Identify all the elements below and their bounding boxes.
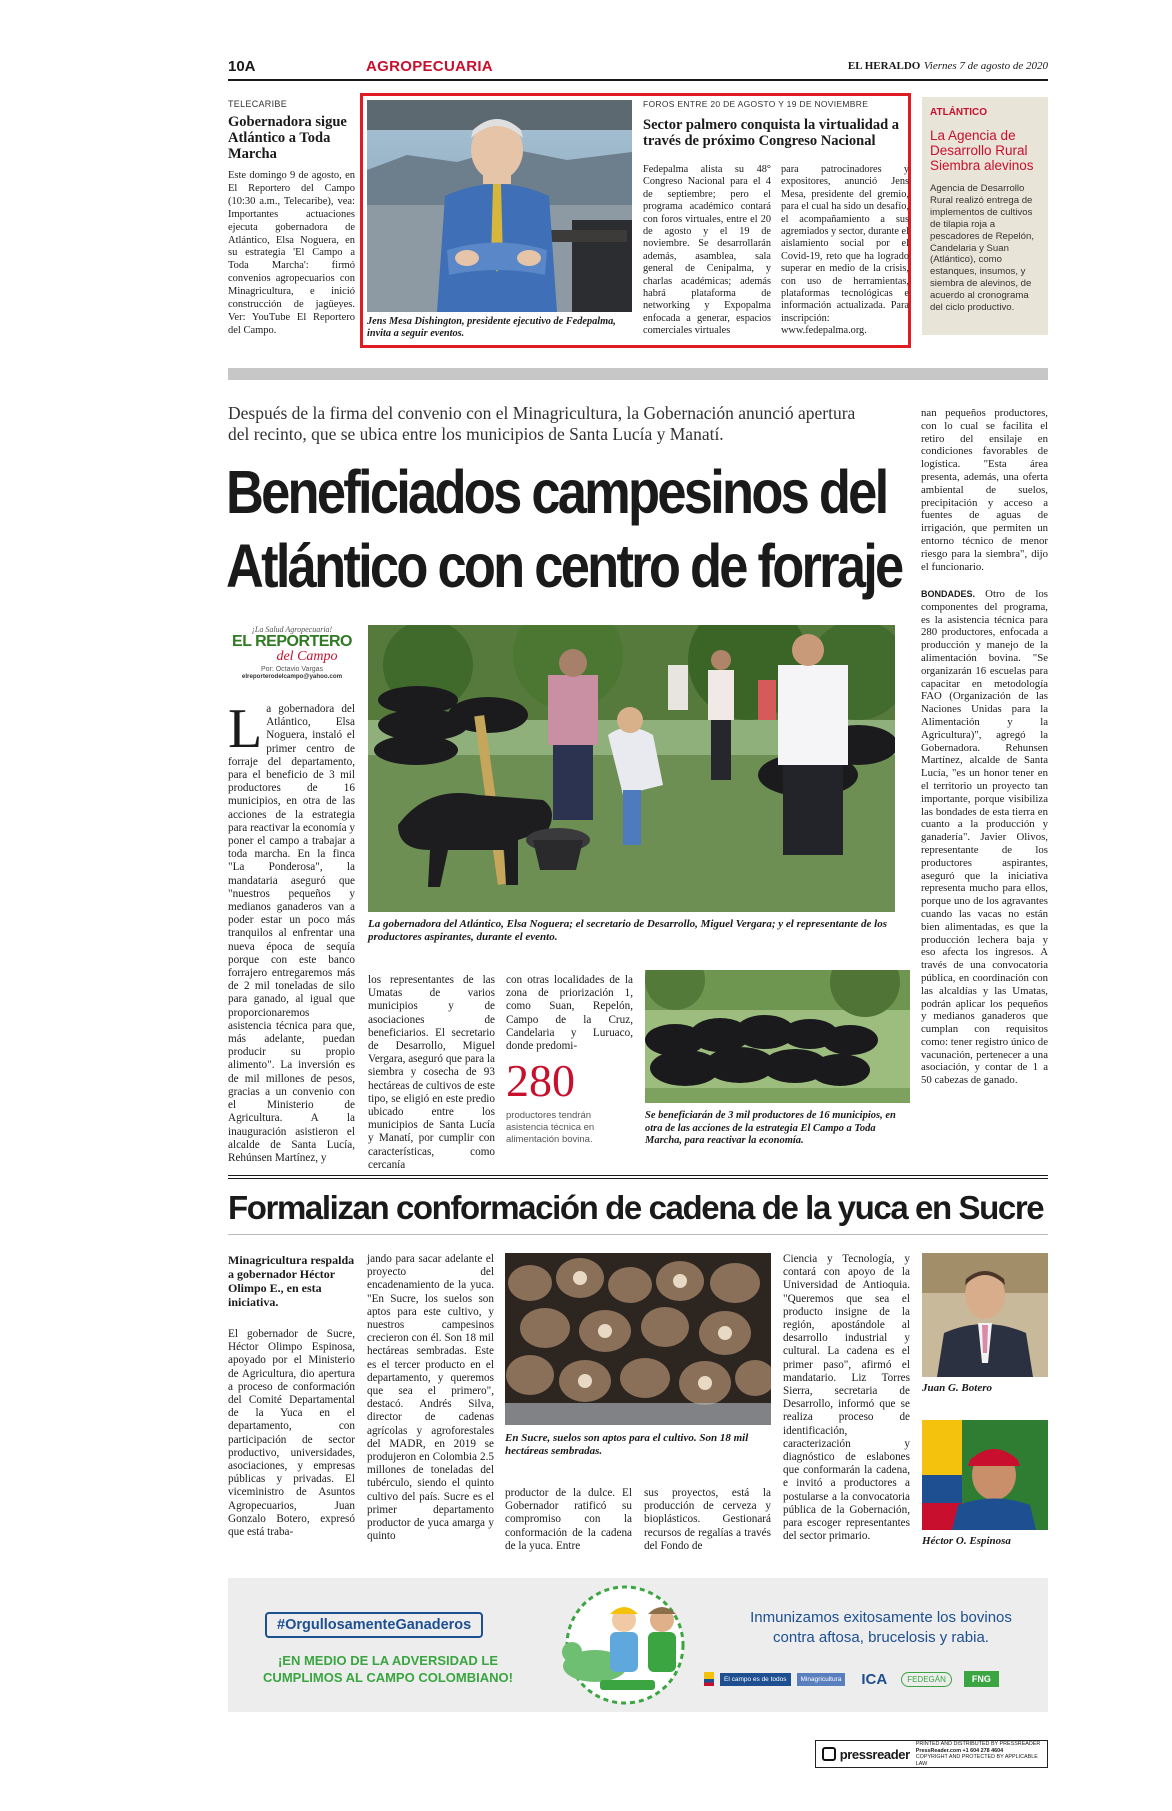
brief-kicker: TELECARIBE [228, 99, 288, 109]
ad-message [716, 1608, 1046, 1648]
logo-ica: ICA [861, 1670, 888, 1688]
yuca-col5: Ciencia y Tecnología, y contará con apoyo de la Universidad de Antioquia. "Queremos que sea el producto insigne de la región, apostándole al desarrollo industrial y cultural. La cadena es el primer paso", afirmó el mandatario. Liz Torres Sierra, secretaria de Desarrollo, informó que se realiza proceso de identificación, caracterización y diagnóstico de eslabones que conformarán la cadena, e invitó a productores a postularse a la convocatoria pública de la Gobernación, para escoger representantes del sector primario. [783, 1253, 910, 1543]
yuca-subhead: Minagricultura respalda a gobernador Héctor Olimpo E., en esta iniciativa. [228, 1253, 355, 1309]
portrait-botero [922, 1253, 1048, 1377]
logo-email: elreporterodelcampo@yahoo.com [241, 673, 343, 680]
headline-line2: Atlántico con centro de forraje [226, 532, 902, 600]
main-headline [226, 455, 902, 603]
yuca-rule-bottom [228, 1234, 1048, 1235]
fedepalma-photo-caption: Jens Mesa Dishington, presidente ejecutivo de Fedepalma, invita a seguir eventos. [367, 316, 616, 339]
fedepalma-photo [367, 100, 632, 312]
stat-number: 280 [506, 1055, 575, 1106]
ganaderos-ad [228, 1578, 1048, 1712]
colombia-flag-icon [704, 1672, 714, 1686]
pressreader-line3: COPYRIGHT AND PROTECTED BY APPLICABLE LAW [915, 1754, 1038, 1767]
yuca-illustration [505, 1253, 771, 1425]
yuca-headline: Formalizan conformación de cadena de la yuca en Sucre [228, 1189, 1044, 1226]
featured-col2: para patrocinadores y expositores, anunció Jens Mesa, presidente del gremio, para el cual ha sido un desafío, el acompañamiento a sus agremiados y sector, durante el aislamiento social por el Covid-19, reto que ha logrado superar en medio de la crisis, con uso de herramientas, plataformas tecnológicas e información actualizada. Para inscripción: www.fedepalma.org. [781, 164, 909, 337]
page-number: 10A [228, 58, 256, 75]
logo-name-line1: EL REPORTERO [232, 633, 352, 650]
silage-illustration [645, 970, 910, 1103]
event-illustration [368, 625, 895, 912]
featured-kicker: FOROS ENTRE 20 DE AGOSTO Y 19 DE NOVIEMBRE [643, 99, 869, 109]
ad-message-line2: contra aftosa, brucelosis y rabia. [773, 1629, 989, 1646]
pressreader-footer [815, 1740, 1048, 1768]
main-col3: con otras localidades de la zona de priorización 1, como Suan, Repelón, Campo de la Cruz, Candelaria y Luruaco, donde predomi- [506, 974, 633, 1053]
logo-campo: El campo es de todos [720, 1673, 791, 1686]
brief-atlantico [922, 97, 1048, 335]
logo-fng: FNG [964, 1671, 999, 1687]
logo-tagline: ¡La Salud Agropecuaria! [251, 625, 333, 634]
ad-illustration [540, 1584, 710, 1706]
pressreader-info [916, 1741, 1047, 1767]
brief-right-kicker: ATLÁNTICO [930, 107, 988, 118]
silage-photo [645, 970, 910, 1103]
yuca-rule-top [228, 1175, 1048, 1176]
featured-col1: Fedepalma alista su 48° Congreso Nacional para el 4 de septiembre; pero el programa académico contará con foros virtuales, entre el 20 de agosto y el 19 de noviembre. Se desarrollarán además, asamblea, sala general de Cenipalma, y charlas académicas; además habrá plataforma de networking y Expopalma enfocada a generar, espacios comerciales virtuales [643, 164, 771, 337]
edition-date: Viernes 7 de agosto de 2020 [923, 60, 1048, 72]
brief-telecaribe [228, 99, 355, 338]
headline-line1: Beneficiados campesinos del [226, 458, 887, 526]
yuca-col2: jando para sacar adelante el proyecto del encadenamiento de la yuca. "En Sucre, los suelos son aptos para este cultivo, y nuestros campesinos crecieron con él. Son 18 mil hectáreas sembradas. Este es el tercer producto en el departamento, y queremos que sea el primero", destacó. Andrés Silva, director de cadenas agrícolas y agroforestales del MADR, en 2019 se produjeron en Colombia 2.5 millones de toneladas del tubérculo, siendo el quinto cultivo del país. Sucre es el primer departamento productor de yuca amarga y quinto [367, 1253, 494, 1543]
pressreader-brand: pressreader [839, 1746, 910, 1762]
silage-photo-caption: Se beneficiarán de 3 mil productores de 16 municipios, en otra de las acciones de la estrategia El Campo a Toda Marcha, para reactivar la economía. [645, 1110, 896, 1146]
main-col1-text: a gobernadora del Atlántico, Elsa Noguera, instaló el primer centro de forraje del departamento, para el beneficio de 3 mil productores de 16 municipios, en otra de las acciones de la estrategia para reactivar la economía y poner el campo a trabajar a toda marcha. En la finca "La Ponderosa", la mandataria aseguró que "nuestros pequeños y medianos ganaderos van a poder estar un poco más tranquilos al enfrentar una nueva época de sequía porque con este banco forrajero entregaremos más de 2 mil toneladas de silo para ganado, al igual que proporcionaremos asistencia técnica para que, más adelante, puedan producir su propio alimento". La inversión es de mil millones de pesos, gracias a un convenio con el Ministerio de Agricultura. A la inauguración asistieron el alcalde de Santa Lucía, Rehúnsen Martínez, y [228, 703, 355, 1164]
botero-illustration [922, 1253, 1048, 1377]
ad-slogan-line2: CUMPLIMOS AL CAMPO COLOMBIANO! [263, 1670, 513, 1685]
forage-center-photo [368, 625, 895, 912]
brief-title: Gobernadora sigue Atlántico a Toda Marcha [228, 114, 347, 162]
ad-hashtag: #OrgullosamenteGanaderos [265, 1612, 483, 1638]
brief-body: Este domingo 9 de agosto, en El Reportero del Campo (10:30 a.m., Telecaribe), vea: Importantes actuaciones ejecuta gobernadora de Atlántico, Elsa Noguera, en su estrategia 'El Campo a Toda Marcha': firmó convenios agropecuarios con Minagricultura, e inició construcción de jagüeyes. Ver: YouTube El Reportero del Campo. [228, 170, 355, 336]
bondades-lead: BONDADES. [921, 589, 976, 599]
yuca-photo-caption: En Sucre, suelos son aptos para el cultivo. Son 18 mil hectáreas sembradas. [505, 1432, 749, 1457]
logo-minagricultura: Minagricultura [797, 1673, 846, 1686]
portrait-espinosa [922, 1420, 1048, 1530]
main-col1 [228, 698, 355, 1165]
brief-right-body: Agencia de Desarrollo Rural realizó entrega de implementos de cultivos de tilapia roja a pescadores de Repelón, Candelaria y Suan (Atlántico), como estanques, insumos, y siembra de alevinos, de acuerdo al cronograma del ciclo productivo. [930, 183, 1035, 314]
section-name: AGROPECUARIA [366, 58, 493, 75]
main-photo-caption: La gobernadora del Atlántico, Elsa Noguera; el secretario de Desarrollo, Miguel Vergara; y el representante de los productores aspirantes, durante el evento. [368, 918, 888, 943]
main-col-right2 [921, 588, 1048, 1087]
main-deck: Después de la firma del convenio con el Minagricultura, la Gobernación anunció apertura del recinto, que se ubica entre los municipios de Santa Lucía y Manatí. [228, 403, 856, 444]
yuca-col1: El gobernador de Sucre, Héctor Olimpo Espinosa, apoyado por el Ministerio de Agricultura, dio apertura a proceso de conformación del Comité Departamental de la Yuca en el departamento, con participación de sector productivo, universidades, asociaciones, y empresas públicas y privadas. El viceministro de Asuntos Agropecuarios, Juan Gonzalo Botero, expresó que está traba- [228, 1328, 355, 1539]
masthead-date [800, 59, 1048, 72]
portrait-espinosa-caption: Héctor O. Espinosa [922, 1535, 1011, 1547]
ad-slogan-line1: ¡EN MEDIO DE LA ADVERSIDAD LE [277, 1653, 499, 1668]
brief-right-title: La Agencia de Desarrollo Rural Siembra alevinos [930, 128, 1034, 173]
ad-slogan [243, 1652, 533, 1686]
ad-logos [704, 1666, 1048, 1692]
yuca-photo [505, 1253, 771, 1425]
yuca-col4: sus proyectos, está la producción de cerveza y bioplásticos. Gestionará recursos de regalías a través del Fondo de [644, 1487, 771, 1552]
reportero-logo [228, 625, 356, 680]
featured-title: Sector palmero conquista la virtualidad a través de próximo Congreso Nacional [643, 117, 900, 149]
stat-text: productores tendrán asistencia técnica en alimentación bovina. [506, 1110, 595, 1145]
logo-name-line2: del Campo [276, 649, 338, 664]
vaccinators-illustration [540, 1584, 710, 1706]
pressreader-line1: PRINTED AND DISTRIBUTED BY PRESSREADER [915, 1741, 1041, 1747]
ad-message-line1: Inmunizamos exitosamente los bovinos [750, 1609, 1012, 1626]
header-rule [228, 79, 1048, 81]
main-col-right: nan pequeños productores, con lo cual se facilita el retiro del ensilaje en condiciones favorables de logística. "Esta área presenta, además, una oferta ambiental de suelos, precipitación y acceso a fuentes de aguas de irrigación, que permiten un entorno técnico de menor riesgo para la siembra", dijo el funcionario. [921, 407, 1048, 573]
yuca-rule-top2 [228, 1178, 1048, 1179]
newspaper-name: EL HERALDO [847, 60, 921, 72]
featured-article [643, 99, 907, 159]
pressreader-line2: PressReader.com +1 604 278 4604 [915, 1747, 1004, 1754]
main-col2: los representantes de las Umatas de varios municipios y de asociaciones de beneficiarios. El secretario de Desarrollo, Miguel Vergara, aseguró que para la siembra y cosecha de 93 hectáreas de cultivos de este tipo, se eligió en este predio ubicado entre los municipios de Santa Lucía y Manatí, por cumplir con características, como cercanía [368, 974, 495, 1171]
portrait-illustration [367, 100, 632, 312]
pressreader-icon [822, 1747, 836, 1761]
logo-fedegan: FEDEGÁN [901, 1672, 952, 1687]
logo-byline: Por: Octavio Vargas [260, 666, 324, 673]
yuca-col3: productor de la dulce. El Gobernador ratificó su compromiso con la conformación de la cadena de la yuca. Entre [505, 1487, 632, 1552]
separator-bar [228, 368, 1048, 380]
espinosa-illustration [922, 1420, 1048, 1530]
dropcap: L [228, 698, 263, 760]
portrait-botero-caption: Juan G. Botero [922, 1382, 992, 1394]
bondades-text: Otro de los componentes del programa, es la asistencia técnica para 280 productores, enfocada a producción y manejo de la alimentación bovina. "Se organizarán 16 escuelas para capacitar en metodología FAO (Organización de las Naciones Unidas para la Alimentación y la Agricultura)", agregó la Gobernadora. Rehunsen Martínez, alcalde de Santa Lucía, "es un honor tener en el territorio un proyecto tan importante, porque visibiliza las bondades de esta tierra en cuanto a la producción y ganadería". Javier Olivos, representante de los productores aspirantes, aseguró que la iniciativa representa mucho para ellos, porque uno de los agravantes cuando las vacas no están bien alimentadas, es que la producción lechera baja y eso afecta los ingresos. A través de una convocatoria pública, en coordinación con las alcaldías y las Umatas, podrán aplicar los pequeños y medianos ganaderos que cumplan con requisitos como: tener registro único de vacunación, pertenecer a una asociación, y contar de 1 a 50 cabezas de ganado. [921, 588, 1048, 1087]
